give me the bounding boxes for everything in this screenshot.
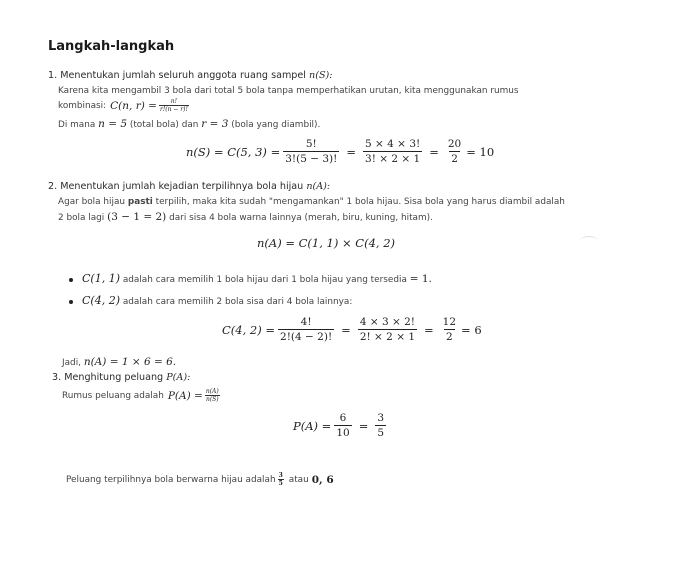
eq2-fraction-1-num: 4! — [300, 316, 312, 328]
probability-formula: P(A) = — [167, 389, 203, 402]
bullet-point — [69, 278, 73, 282]
probability-formula-label: Rumus peluang adalah — [62, 390, 164, 401]
step-2-line-1 — [58, 197, 565, 207]
eq-left: n(S) = C(5, 3) = — [186, 144, 281, 159]
line-1-text-a: Agar bola hijau — [58, 197, 126, 207]
jadi-label: Jadi, — [62, 358, 81, 368]
event-count-equation: n(A) = C(1, 1) × C(4, 2) — [257, 236, 396, 250]
step-1-title-text: 1. Menentukan jumlah seluruh anggota ruang sampel — [48, 70, 306, 81]
step-2-title — [48, 181, 330, 192]
bullet-1-text: adalah cara memilih 1 bola hijau dari 1 bola hijau yang tersedia — [122, 275, 407, 285]
step-3-title-text: 3. Menghitung peluang — [52, 372, 164, 383]
p-eq-fraction-2-den: 5 — [377, 427, 385, 439]
combination-fraction — [159, 98, 189, 113]
remaining-count-math: (3 − 1 = 2) — [107, 211, 167, 223]
eq2-fraction-1-den: 2!(4 − 2)! — [280, 331, 333, 343]
p-eq-fraction-2-num: 3 — [377, 412, 385, 424]
eq2-fraction-3-den: 2 — [446, 331, 453, 343]
eq-fraction-1-num: 5! — [305, 138, 317, 150]
bullet-1-math: C(1, 1) — [82, 272, 120, 285]
step-1-line-3 — [58, 118, 320, 130]
eq2-fraction-2-den: 2! × 2 × 1 — [359, 331, 416, 343]
sample-space-equation: n(S) = C(5, 3) = $\frac{5!}{3!(5 - 3)!}$ = $\frac{5 \times 4 \times 3!}{3! \times 2 \times 1}$ = $\frac{20}{2}$ = 10 — [186, 138, 495, 165]
eq-fraction-2-num: 5 × 4 × 3! — [365, 138, 421, 150]
p-eq-fraction-1-den: 10 — [336, 427, 350, 439]
eq2-fraction-3-num: 12 — [442, 316, 457, 328]
conclusion — [66, 472, 334, 487]
decorative-arc — [580, 236, 598, 245]
bullet-2-math: C(4, 2) — [82, 294, 120, 307]
conclusion-decimal: 0, 6 — [311, 473, 334, 486]
combination-fraction-numerator: n! — [170, 98, 178, 105]
eq-fraction-3-num: 20 — [447, 138, 462, 150]
conclusion-or: atau — [288, 474, 309, 485]
emphasis-pasti: pasti — [127, 197, 153, 207]
bullet-2 — [82, 294, 352, 307]
probability-formula-den: n(S) — [205, 396, 219, 403]
eq2-fraction-2 — [358, 316, 417, 343]
eq-fraction-1 — [283, 138, 339, 165]
eq2-fraction-3 — [441, 316, 458, 343]
conclusion-text: Peluang terpilihnya bola berwarna hijau adalah — [66, 474, 276, 485]
kombinasi-label: kombinasi: — [58, 100, 107, 111]
conclusion-fraction-num: 3 — [278, 472, 283, 479]
line-1-text-b: terpilih, maka kita sudah "mengamankan" 1 bola hijau. Sisa bola yang harus diambil adalah — [155, 197, 565, 207]
line-3-text-a: Di mana — [58, 120, 96, 130]
eq-fraction-3-den: 2 — [451, 153, 458, 165]
step-1-line-1: Karena kita mengambil 3 bola dari total 5 bola tanpa memperhatikan urutan, kita menggunakan rumus — [58, 86, 519, 96]
line-3-text-c: (bola yang diambil). — [231, 120, 321, 130]
step-2-title-text: 2. Menentukan jumlah kejadian terpilihnya bola hijau — [48, 181, 304, 192]
line-2-text-a: 2 bola lagi — [58, 213, 105, 223]
bullet-2-text: adalah cara memilih 2 bola sisa dari 4 bola lainnya: — [122, 297, 353, 307]
line-2-text-b: dari sisa 4 bola warna lainnya (merah, biru, kuning, hitam). — [169, 213, 433, 223]
eq-fraction-1-den: 3!(5 − 3)! — [285, 153, 338, 165]
eq-fraction-3 — [446, 138, 463, 165]
r-value: r = 3 — [201, 118, 229, 130]
p-eq-fraction-2 — [375, 412, 386, 439]
jadi-math: n(A) = 1 × 6 = 6. — [83, 356, 177, 368]
p-eq-fraction-1 — [334, 412, 351, 439]
conclusion-fraction-den: 5 — [278, 480, 283, 487]
bullet-1-end: = 1. — [409, 273, 432, 285]
eq-result: = 10 — [466, 144, 495, 159]
line-3-text-b: (total bola) dan — [129, 120, 199, 130]
probability-formula-fraction — [205, 388, 220, 403]
bullet-1 — [82, 272, 432, 285]
page-title: Langkah-langkah — [48, 39, 175, 54]
eq-fraction-2 — [363, 138, 422, 165]
step-1-line-2 — [58, 98, 191, 113]
step-1-title — [48, 70, 333, 81]
combination-4-2-equation: C(4, 2) = $\frac{4!}{2!(4 - 2)!}$ = $\frac{4 \times 3 \times 2!}{2! \times 2 \times 1}$ = $\frac{12}{2}$ = 6 — [222, 316, 482, 343]
step-2-line-2 — [58, 211, 433, 223]
eq2-fraction-2-num: 4 × 3 × 2! — [359, 316, 416, 328]
step-3-line-1 — [62, 388, 222, 403]
p-eq-fraction-1-num: 6 — [339, 412, 347, 424]
probability-formula-num: n(A) — [205, 388, 219, 395]
event-count-result — [62, 356, 176, 368]
eq-fraction-2-den: 3! × 2 × 1 — [365, 153, 421, 165]
eq2-result: = 6 — [461, 322, 482, 337]
step-3-title-math: P(A): — [166, 372, 191, 383]
bullet-point — [69, 300, 73, 304]
eq2-fraction-1 — [278, 316, 334, 343]
combination-fraction-denominator: r!(n − r)! — [159, 106, 188, 113]
combination-formula: C(n, r) = — [110, 99, 157, 112]
p-eq-left: P(A) = — [293, 418, 332, 433]
conclusion-fraction — [278, 472, 284, 487]
eq2-left: C(4, 2) = — [222, 322, 276, 337]
step-1-title-math: n(S): — [309, 70, 333, 81]
n-value: n = 5 — [98, 118, 128, 130]
step-2-title-math: n(A): — [306, 181, 331, 192]
probability-equation: P(A) = $\frac{6}{10}$ = $\frac{3}{5}$ — [293, 412, 385, 439]
step-3-title — [52, 372, 190, 383]
